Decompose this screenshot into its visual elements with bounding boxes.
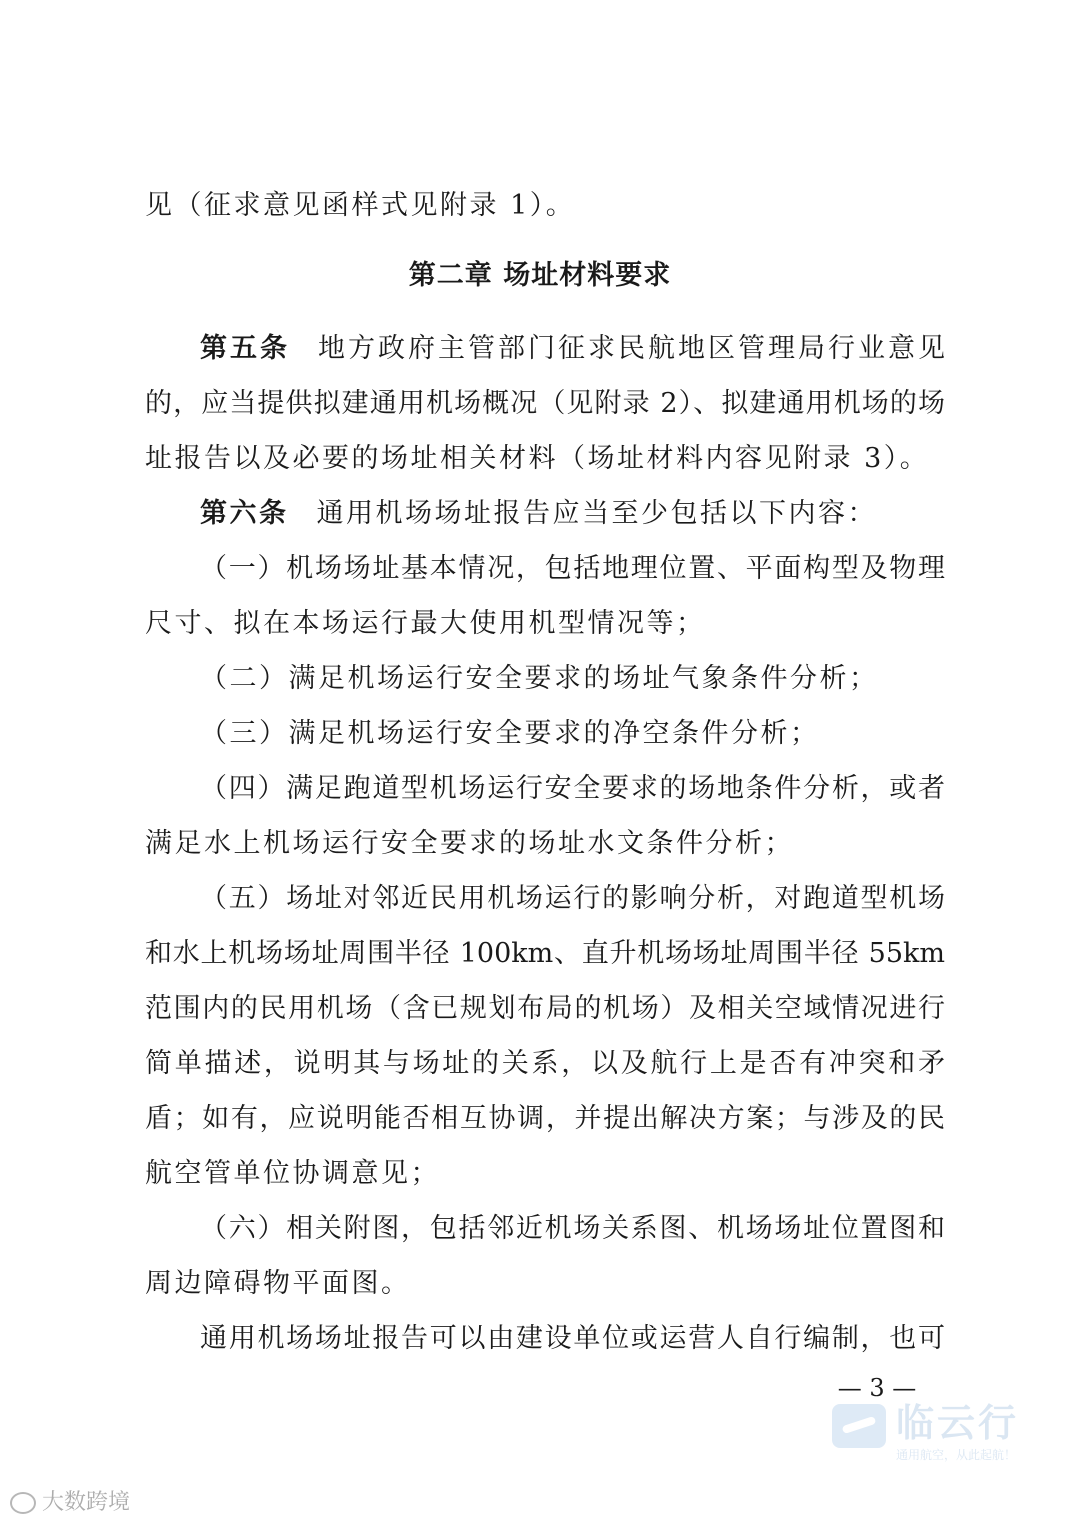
watermark-linyunxing <box>832 1400 1042 1462</box>
watermark-dashu <box>10 1488 130 1518</box>
item-4-line-1: （四）满足跑道型机场运行安全要求的场地条件分析，或者 <box>200 773 945 804</box>
item-1-line-2: 尺寸、拟在本场运行最大使用机型情况等； <box>145 608 706 639</box>
page-number: — 3 — <box>837 1374 917 1402</box>
item-5-line-4: 简单描述，说明其与场址的关系，以及航行上是否有冲突和矛 <box>145 1048 945 1079</box>
article-5-heading: 第五条 <box>200 333 290 364</box>
article-5-line-2: 的，应当提供拟建通用机场概况（见附录 2）、拟建通用机场的场 <box>145 388 945 419</box>
article-6-line-1: 第六条 通用机场场址报告应当至少包括以下内容： <box>200 498 877 529</box>
watermark-left-brand: 大数跨境 <box>42 1490 131 1515</box>
item-4-line-2: 满足水上机场运行安全要求的场址水文条件分析； <box>145 828 794 859</box>
item-5-line-3: 范围内的民用机场（含已规划布局的机场）及相关空域情况进行 <box>145 993 945 1024</box>
watermark-slogan: 通用航空，从此起航！ <box>896 1448 1017 1462</box>
article-5-line-3: 址报告以及必要的场址相关材料（场址材料内容见附录 3）。 <box>145 443 930 474</box>
item-2-line-1: （二）满足机场运行安全要求的场址气象条件分析； <box>200 663 879 694</box>
item-5-line-5: 盾；如有，应说明能否相互协调，并提出解决方案；与涉及的民 <box>145 1103 945 1134</box>
item-3-line-1: （三）满足机场运行安全要求的净空条件分析； <box>200 718 820 749</box>
item-6-line-2: 周边障碍物平面图。 <box>145 1268 411 1299</box>
continuation-line: 见（征求意见函样式见附录 1）。 <box>145 190 576 221</box>
closing-line: 通用机场场址报告可以由建设单位或运营人自行编制，也可 <box>200 1323 945 1354</box>
article-5-line-1: 第五条 地方政府主管部门征求民航地区管理局行业意见 <box>200 333 945 364</box>
plane-logo-icon <box>832 1404 886 1448</box>
item-6-line-1: （六）相关附图，包括邻近机场关系图、机场场址位置图和 <box>200 1213 945 1244</box>
item-5-line-6: 航空管单位协调意见； <box>145 1158 440 1189</box>
item-5-line-2: 和水上机场场址周围半径 100km、直升机场场址周围半径 55km <box>145 938 945 969</box>
watermark-brand: 临云行 <box>896 1401 1020 1445</box>
article-6-heading: 第六条 <box>200 498 289 529</box>
item-5-line-1: （五）场址对邻近民用机场运行的影响分析，对跑道型机场 <box>200 883 945 914</box>
weibo-logo-icon <box>10 1492 36 1514</box>
chapter-title: 第二章 场址材料要求 <box>408 260 672 291</box>
item-1-line-1: （一）机场场址基本情况，包括地理位置、平面构型及物理 <box>200 553 945 584</box>
